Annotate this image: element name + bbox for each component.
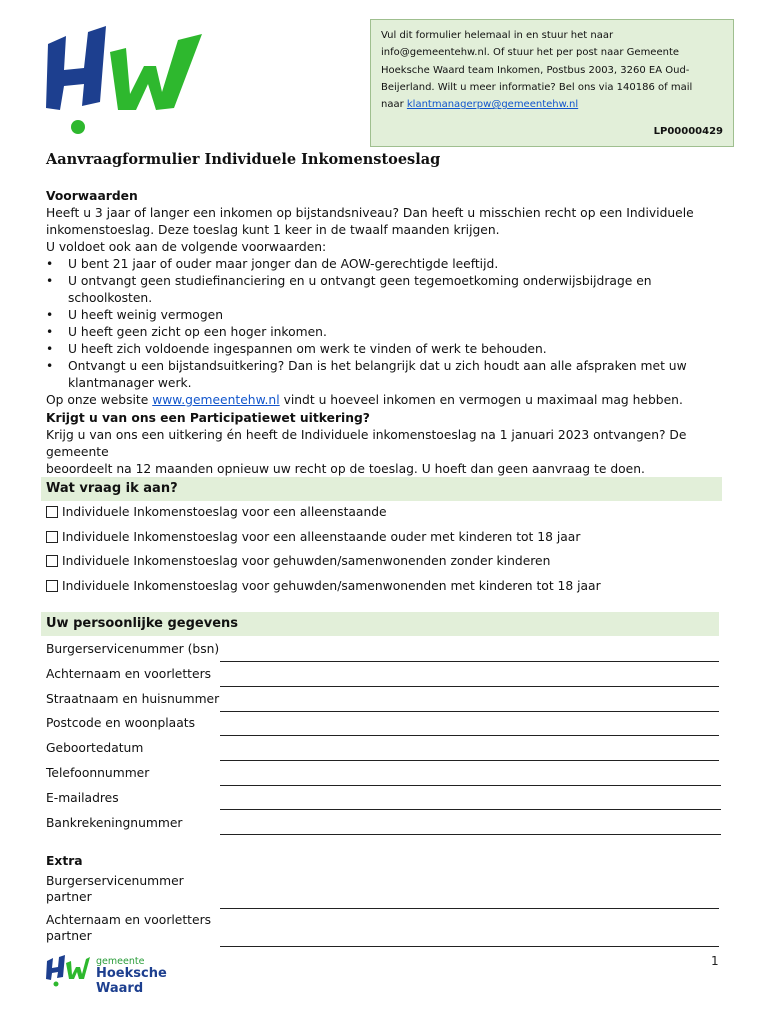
option-gehuwd-met-kinderen[interactable] xyxy=(46,579,601,593)
list-item: • U ontvangt geen studiefinanciering en u ontvangt geen tegemoetkoming onderwijsbijdrage en schoolkosten. xyxy=(46,273,726,307)
participatie-text: Krijg u van ons een uitkering én heeft de Individuele inkomenstoeslag na 1 januari 2023 ontvangen? De gemeente xyxy=(46,428,687,459)
field-label-naam-partner xyxy=(46,912,211,944)
instructions-line: Hoeksche Waard team Inkomen, Postbus 2003, 3260 EA Oud- xyxy=(381,64,690,76)
option-label: Individuele Inkomenstoeslag voor gehuwden/samenwonenden met kinderen tot 18 jaar xyxy=(62,579,601,593)
option-gehuwd-zonder-kinderen[interactable] xyxy=(46,554,550,568)
naam-input-line[interactable] xyxy=(220,686,719,687)
field-label-telefoon: Telefoonnummer xyxy=(46,766,150,780)
list-item: • U heeft weinig vermogen xyxy=(46,307,726,324)
label-line: partner xyxy=(46,890,92,904)
instructions-box xyxy=(370,19,734,147)
field-label-geboortedatum: Geboortedatum xyxy=(46,741,144,755)
email-input-line[interactable] xyxy=(220,809,721,810)
checkbox[interactable] xyxy=(46,506,58,518)
field-label-bankrekening: Bankrekeningnummer xyxy=(46,816,183,830)
instructions-line xyxy=(381,96,723,113)
bullet-text: Ontvangt u een bijstandsuitkering? Dan is het belangrijk dat u zich houdt aan alle afspraken met uw xyxy=(68,359,687,373)
list-item: • U heeft geen zicht op een hoger inkomen. xyxy=(46,324,726,341)
field-label-email: E-mailadres xyxy=(46,791,119,805)
list-item: • U heeft zich voldoende ingespannen om werk te vinden of werk te behouden. xyxy=(46,341,726,358)
participatie-heading: Krijgt u van ons een Participatiewet uitkering? xyxy=(46,411,370,425)
instructions-line: Vul dit formulier helemaal in en stuur het naar xyxy=(381,30,614,41)
logo-h-shape xyxy=(46,26,106,110)
option-label: Individuele Inkomenstoeslag voor een alleenstaande ouder met kinderen tot 18 jaar xyxy=(62,530,581,544)
page-title: Aanvraagformulier Individuele Inkomenstoeslag xyxy=(46,151,441,168)
website-link[interactable]: www.gemeentehw.nl xyxy=(152,393,280,407)
label-line: partner xyxy=(46,929,92,943)
voorwaarden-heading: Voorwaarden xyxy=(46,189,138,203)
extra-heading: Extra xyxy=(46,854,83,868)
field-label-naam: Achternaam en voorletters xyxy=(46,667,212,681)
website-prefix: Op onze website xyxy=(46,393,153,407)
website-suffix: vindt u hoeveel inkomen en vermogen u maximaal mag hebben. xyxy=(279,393,683,407)
bsn-partner-input-line[interactable] xyxy=(220,908,719,909)
instructions-line: Beijerland. Wilt u meer informatie? Bel ons via 140186 of mail xyxy=(381,81,693,93)
label-line: Achternaam en voorletters xyxy=(46,913,212,927)
bankrekening-input-line[interactable] xyxy=(220,834,721,835)
instructions-line: info@gemeentehw.nl. Of stuur het per post naar Gemeente xyxy=(381,47,680,59)
field-label-postcode: Postcode en woonplaats xyxy=(46,716,195,730)
option-alleenstaande-ouder[interactable] xyxy=(46,530,580,544)
form-code: LP00000429 xyxy=(653,125,723,137)
persoonlijk-heading: Uw persoonlijke gegevens xyxy=(41,612,719,636)
list-item xyxy=(46,358,726,392)
logo-dot xyxy=(71,120,85,134)
hw-logo xyxy=(44,26,208,136)
straat-input-line[interactable] xyxy=(220,711,719,712)
voorwaarden-intro: Heeft u 3 jaar of langer een inkomen op bijstandsniveau? Dan heeft u misschien recht op een Individuele xyxy=(46,206,694,220)
participatie-text: beoordeelt na 12 maanden opnieuw uw recht op de toeslag. U hoeft dan geen aanvraag te doen. xyxy=(46,462,645,476)
footer-name: Hoeksche Waard xyxy=(96,966,167,996)
checkbox[interactable] xyxy=(46,580,58,592)
page-number: 1 xyxy=(711,954,719,968)
bsn-input-line[interactable] xyxy=(220,661,719,662)
option-label: Individuele Inkomenstoeslag voor gehuwden/samenwonenden zonder kinderen xyxy=(62,554,551,568)
logo-w-shape xyxy=(110,34,202,110)
field-label-straat: Straatnaam en huisnummer xyxy=(46,692,220,706)
geboortedatum-input-line[interactable] xyxy=(220,760,719,761)
participatie-section xyxy=(46,410,726,478)
checkbox[interactable] xyxy=(46,555,58,567)
postcode-input-line[interactable] xyxy=(220,735,719,736)
footer-logo xyxy=(46,955,206,996)
checkbox[interactable] xyxy=(46,531,58,543)
field-label-bsn-partner xyxy=(46,873,184,905)
email-link[interactable]: klantmanagerpw@gemeentehw.nl xyxy=(406,99,579,111)
bullet-text: klantmanager werk. xyxy=(68,376,192,390)
website-line xyxy=(46,392,726,409)
label-line: Burgerservicenummer xyxy=(46,874,184,888)
footer-hw-icon xyxy=(46,955,90,987)
option-label: Individuele Inkomenstoeslag voor een alleenstaande xyxy=(62,505,387,519)
aanvraag-heading: Wat vraag ik aan? xyxy=(41,477,722,501)
list-item: • U bent 21 jaar of ouder maar jonger dan de AOW-gerechtigde leeftijd. xyxy=(46,256,726,273)
mail-prefix: naar xyxy=(381,99,407,111)
telefoon-input-line[interactable] xyxy=(220,785,721,786)
voorwaarden-intro: U voldoet ook aan de volgende voorwaarden: xyxy=(46,240,327,254)
field-label-bsn: Burgerservicenummer (bsn) xyxy=(46,642,220,656)
voorwaarden-section xyxy=(46,188,726,409)
option-alleenstaande[interactable] xyxy=(46,505,387,519)
voorwaarden-intro: inkomenstoeslag. Deze toeslag kunt 1 keer in de twaalf maanden krijgen. xyxy=(46,223,500,237)
voorwaarden-list xyxy=(46,256,726,392)
naam-partner-input-line[interactable] xyxy=(220,946,719,947)
footer-gemeente: gemeente xyxy=(96,956,145,967)
